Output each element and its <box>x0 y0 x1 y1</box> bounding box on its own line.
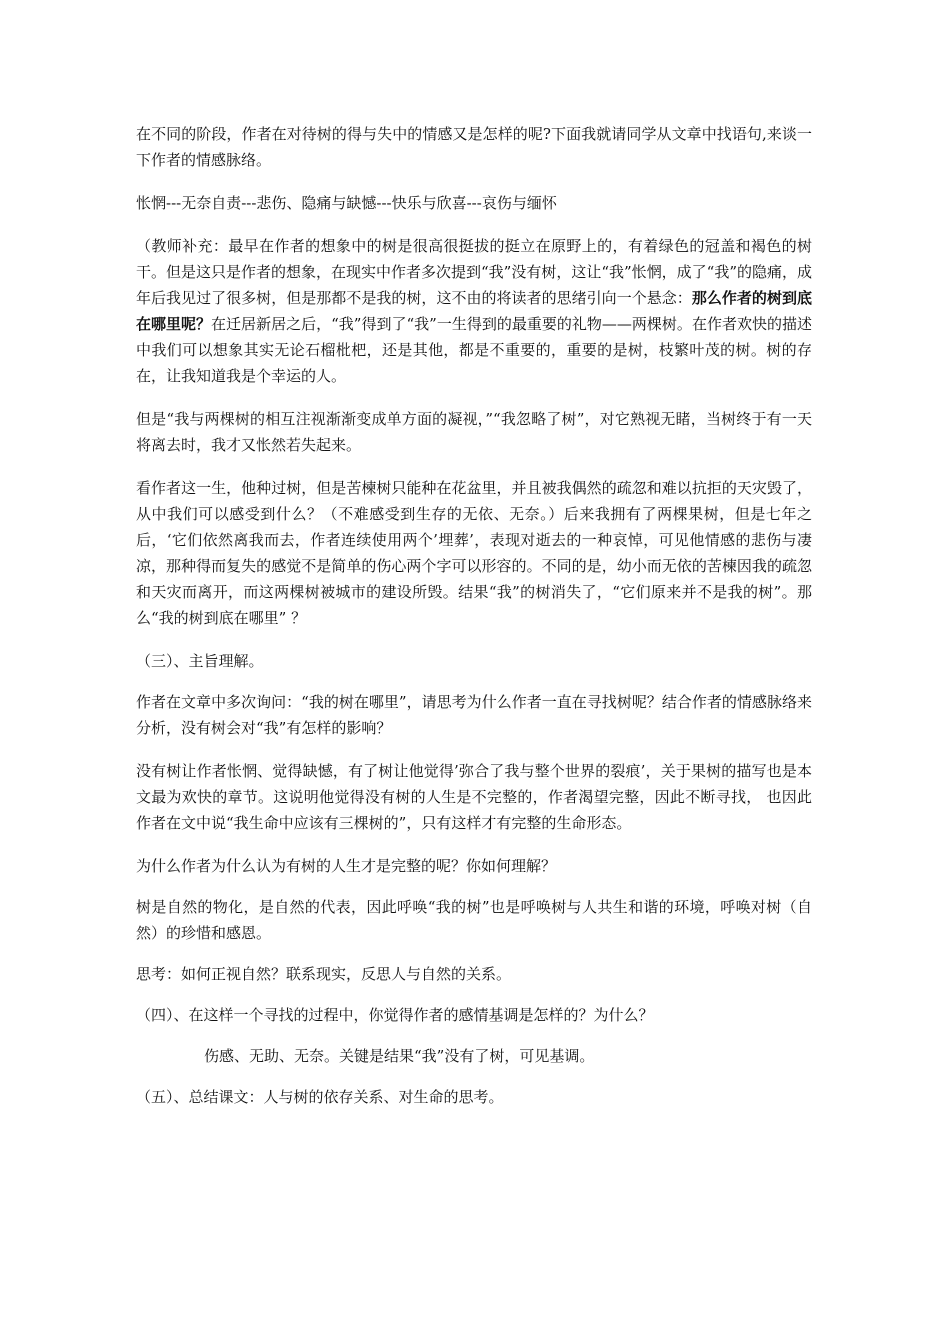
teacher-supplement-text-1: （教师补充：最早在作者的想象中的树是很高很挺拔的挺立在原野上的，有着绿色的冠盖和褐色的树干。但是这只是作者的想象，在现实中作者多次提到“我”没有树，这让“我”怅惘，成了“我”的隐痛，成年后我见过了很多树，但是那都不是我的树，这不由的将读者的思绪引向一个悬念： <box>136 237 813 307</box>
teacher-supplement-bold-question: 那么作者的树到底在哪里呢？ <box>136 289 812 333</box>
paragraph-reflection: 思考：如何正视自然？联系现实，反思人与自然的关系。 <box>136 965 512 983</box>
paragraph-complete-life-question: 为什么作者为什么认为有树的人生才是完整的呢？你如何理解？ <box>136 857 557 875</box>
paragraph-emotion-sequence: 怅惘---无奈自责---悲伤、隐痛与缺憾---快乐与欣喜---哀伤与缅怀 <box>136 194 557 212</box>
paragraph-teacher-supplement <box>136 233 812 389</box>
document-body <box>136 121 812 1125</box>
section-heading-tone: （四）、在这样一个寻找的过程中，你觉得作者的感情基调是怎样的？为什么？ <box>136 1006 654 1024</box>
paragraph-nature-answer: 树是自然的物化，是自然的代表，因此呼唤“我的树”也是呼唤树与人共生和谐的环境，呼唤对树（自然）的珍惜和感恩。 <box>136 898 812 942</box>
paragraph-life-review: 看作者这一生，他种过树，但是苦楝树只能种在花盆里，并且被我偶然的疏忽和难以抗拒的天灾毁了，从中我们可以感受到什么？（不难感受到生存的无依、无奈。）后来我拥有了两棵果树，但是七年之后，‘它们依然离我而去，作者连续使用两个’埋葬’，表现对逝去的一种哀悼，可见他情感的悲伤与凄凉，那种得而复失的感觉不是简单的伤心两个字可以形容的。不同的是，幼小而无依的苦楝因我的疏忽和天灾而离开，而这两棵树被城市的建设所毁。结果“我”的树消失了，“它们原来并不是我的树”。那么“我的树到底在哪里” ？ <box>136 479 812 627</box>
paragraph-theme-question: 作者在文章中多次询问：“我的树在哪里”，请思考为什么作者一直在寻找树呢？结合作者的情感脉络来分析，没有树会对“我”有怎样的影响？ <box>136 693 812 737</box>
paragraph-tone-answer: 伤感、无助、无奈。关键是结果“我”没有了树，可见基调。 <box>204 1047 595 1065</box>
paragraph-theme-answer: 没有树让作者怅惘、觉得缺憾，有了树让他觉得’弥合了我与整个世界的裂痕’，关于果树的描写也是本文最为欢快的章节。这说明他觉得没有树的人生是不完整的，作者渴望完整，因此不断寻找， 也因此作者在文中说“我生命中应该有三棵树的”，只有这样才有完整的生命形态。 <box>136 762 812 832</box>
section-heading-theme: （三）、主旨理解。 <box>136 652 264 670</box>
paragraph-intro-question: 在不同的阶段，作者在对待树的得与失中的情感又是怎样的呢?下面我就请同学从文章中找语句,来谈一下作者的情感脉络。 <box>136 125 812 169</box>
paragraph-neglect-trees: 但是“我与两棵树的相互注视渐渐变成单方面的凝视，”“我忽略了树”，对它熟视无睹，当树终于有一天将离去时，我才又怅然若失起来。 <box>136 410 812 454</box>
section-heading-summary: （五）、总结课文：人与树的依存关系、对生命的思考。 <box>136 1088 504 1106</box>
teacher-supplement-text-2: 在迁居新居之后，“我”得到了“我”一生得到的最重要的礼物——两棵树。在作者欢快的描述中我们可以想象其实无论石榴枇杷，还是其他，都是不重要的，重要的是树，枝繁叶茂的树。树的存在，让我知道我是个幸运的人。 <box>136 315 812 385</box>
